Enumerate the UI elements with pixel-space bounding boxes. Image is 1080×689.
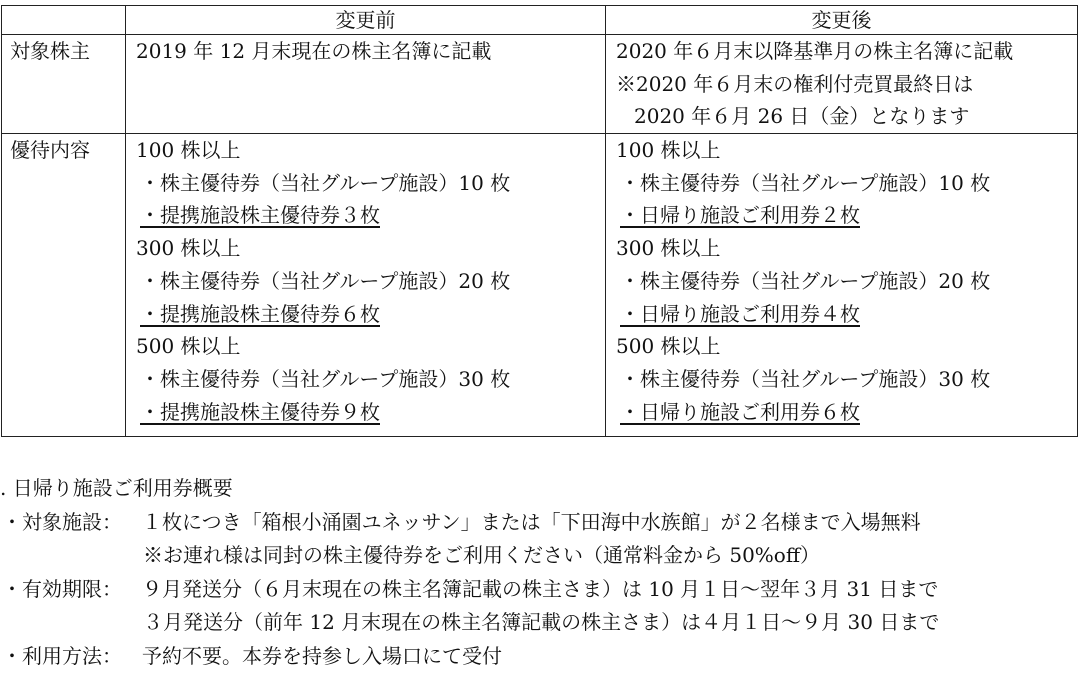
tier-heading: 500 株以上 [136,334,241,359]
benefit-line-changed [616,199,1071,232]
benefit-line-changed [136,199,599,232]
tier-heading: 300 株以上 [136,236,241,261]
voucher-overview [0,472,1080,673]
validity-line-1: ９月発送分（６月末現在の株主名簿記載の株主さま）は 10 月１日～翌年３月 31 日まで [142,576,939,601]
facility-label: ・対象施設： [2,509,122,534]
underlined-text: ・提携施設株主優待券６枚 [140,301,380,326]
facility-text: １枚につき「箱根小涌園ユネッサン」または「下田海中水族館」が２名様まで入場無料 [142,509,921,534]
facility-row [0,506,1080,540]
table-row-benefit-content [2,134,1078,437]
comparison-table [1,5,1078,437]
underlined-text: ・日帰り施設ご利用券２枚 [620,203,860,228]
cell-content-before [126,134,606,437]
header-before: 変更前 [126,6,606,35]
tier-heading: 100 株以上 [136,138,241,163]
usage-row [0,640,1080,674]
row-label-content: 優待内容 [2,134,126,437]
benefit-line: ・株主優待券（当社グループ施設）30 枚 [620,366,991,391]
usage-label: ・利用方法： [2,643,122,668]
benefit-line-changed [616,298,1071,331]
target-after-line: 2020 年６月 26 日（金）となります [634,104,970,129]
underlined-text: ・提携施設株主優待券３枚 [140,203,380,228]
row-label-target: 対象株主 [2,35,126,134]
cell-target-before [126,35,606,134]
usage-text: 予約不要。本券を持参し入場口にて受付 [142,643,502,668]
benefit-line: ・株主優待券（当社グループ施設）10 枚 [140,170,511,195]
benefit-line-changed [136,298,599,331]
validity-line-2: ３月発送分（前年 12 月末現在の株主名簿記載の株主さま）は４月１日～９月 30 日まで [143,610,940,634]
cell-content-after [606,134,1078,437]
validity-label: ・有効期限： [2,576,122,601]
overview-heading: . 日帰り施設ご利用券概要 [0,476,233,500]
facility-note: ※お連れ様は同封の株主優待券をご利用ください（通常料金から 50%off） [143,543,821,567]
benefit-line-changed [616,396,1071,429]
benefit-line: ・株主優待券（当社グループ施設）20 枚 [620,268,991,293]
header-empty [2,6,126,35]
cell-target-after [606,35,1078,134]
validity-row [0,573,1080,607]
benefit-line: ・株主優待券（当社グループ施設）30 枚 [140,366,511,391]
target-after-line: ※2020 年６月末の権利付売買最終日は [616,71,974,96]
header-after: 変更後 [606,6,1078,35]
table-row-target-shareholders [2,35,1078,134]
target-before-line: 2019 年 12 月末現在の株主名簿に記載 [136,39,492,63]
underlined-text: ・日帰り施設ご利用券６枚 [620,399,860,424]
tier-heading: 500 株以上 [616,334,721,359]
underlined-text: ・提携施設株主優待券９枚 [140,399,380,424]
underlined-text: ・日帰り施設ご利用券４枚 [620,301,860,326]
tier-heading: 300 株以上 [616,236,721,261]
tier-heading: 100 株以上 [616,138,721,163]
benefit-line: ・株主優待券（当社グループ施設）10 枚 [620,170,991,195]
table-header-row [2,6,1078,35]
benefit-line: ・株主優待券（当社グループ施設）20 枚 [140,268,511,293]
benefit-line-changed [136,396,599,429]
target-after-line: 2020 年６月末以降基準月の株主名簿に記載 [616,39,1014,63]
